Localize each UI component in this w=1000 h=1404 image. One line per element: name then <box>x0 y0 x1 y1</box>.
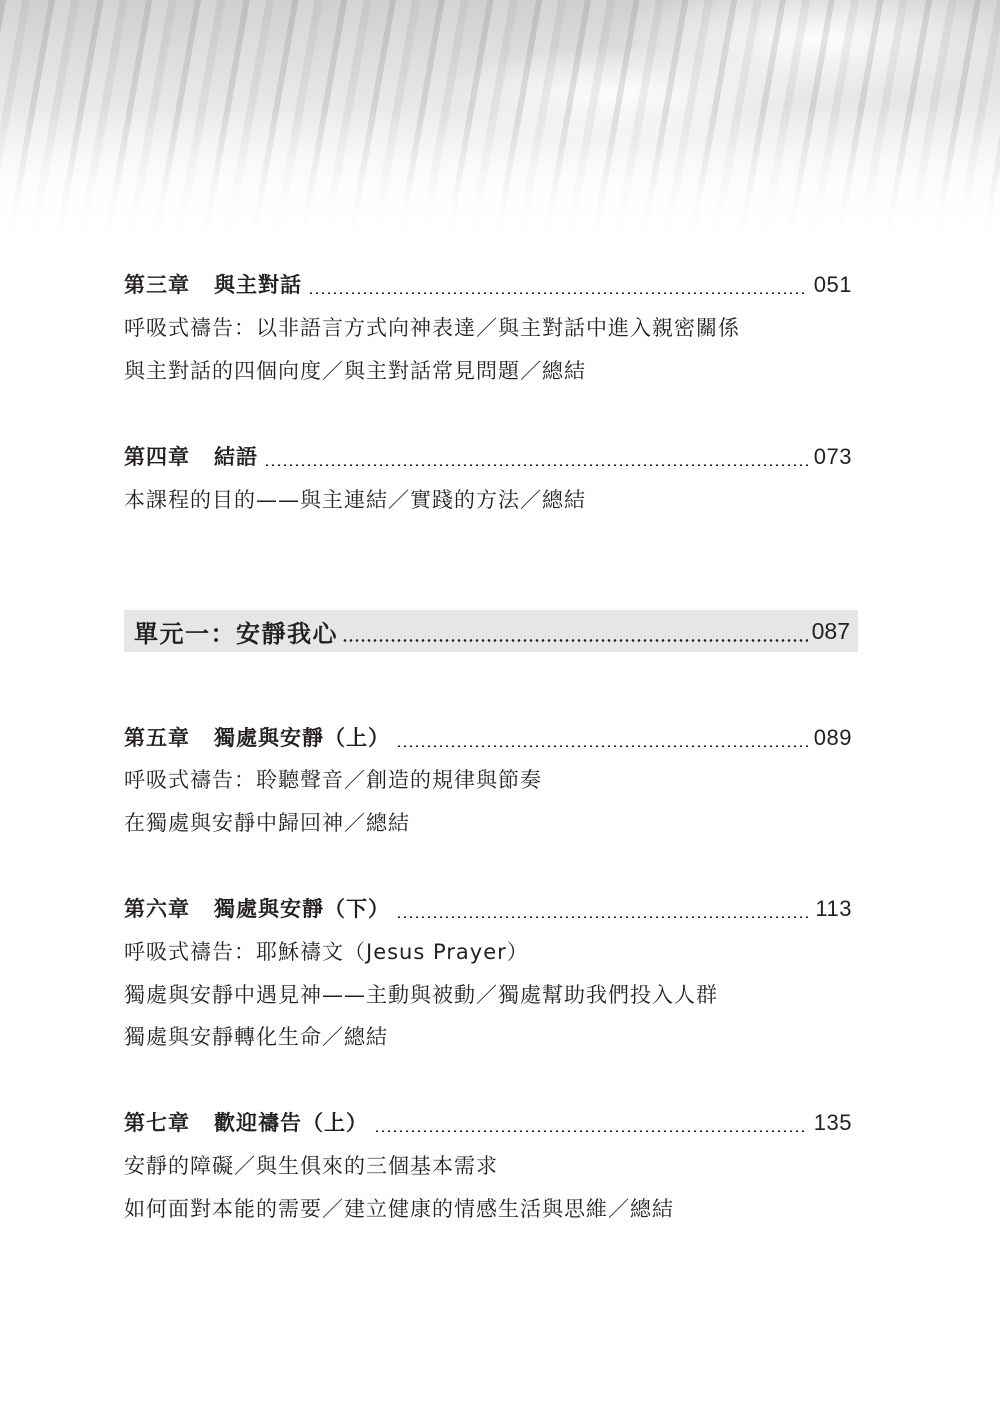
toc-entry-chapter-5[interactable] <box>124 718 852 758</box>
chapter-subtopics-line: 在獨處與安靜中歸回神／總結 <box>124 811 410 835</box>
dot-leader <box>396 745 808 747</box>
chapter-number: 第六章 <box>124 897 190 921</box>
chapter-number: 第七章 <box>124 1111 190 1135</box>
chapter-subtopics-line: 呼吸式禱告：耶穌禱文（Jesus Prayer） <box>124 940 529 964</box>
chapter-subtopics-line: 呼吸式禱告：聆聽聲音／創造的規律與節奏 <box>124 768 542 792</box>
header-banner-image <box>0 0 1000 240</box>
unit-title: 單元一：安靜我心 <box>134 619 338 648</box>
chapter-title: 與主對話 <box>214 273 302 297</box>
chapter-subtopics-line: 呼吸式禱告：以非語言方式向神表達／與主對話中進入親密關係 <box>124 316 740 340</box>
page-number: 135 <box>813 1110 852 1135</box>
page-number: 089 <box>813 725 852 750</box>
dot-leader <box>342 639 808 642</box>
chapter-subtopics-line: 如何面對本能的需要／建立健康的情感生活與思維／總結 <box>124 1197 674 1221</box>
chapter-title: 結語 <box>214 445 258 469</box>
chapter-number: 第三章 <box>124 273 190 297</box>
toc-entry-unit-1[interactable] <box>124 610 858 652</box>
dot-leader <box>396 916 809 918</box>
chapter-number: 第五章 <box>124 726 190 750</box>
chapter-title: 獨處與安靜（下） <box>214 897 390 921</box>
chapter-title: 歡迎禱告（上） <box>214 1111 368 1135</box>
dot-leader <box>308 292 808 294</box>
page-number: 113 <box>815 896 852 921</box>
dot-leader <box>264 464 808 466</box>
chapter-subtopics-line: 獨處與安靜轉化生命／總結 <box>124 1025 388 1049</box>
chapter-title: 獨處與安靜（上） <box>214 726 390 750</box>
chapter-subtopics-line: 獨處與安靜中遇見神——主動與被動／獨處幫助我們投入人群 <box>124 983 718 1007</box>
page-number: 087 <box>811 617 850 644</box>
chapter-subtopics-line: 本課程的目的——與主連結／實踐的方法／總結 <box>124 488 586 512</box>
chapter-subtopics-line: 安靜的障礙／與生俱來的三個基本需求 <box>124 1154 498 1178</box>
toc-entry-chapter-7[interactable] <box>124 1103 852 1143</box>
chapter-number: 第四章 <box>124 445 190 469</box>
dot-leader <box>374 1130 808 1132</box>
toc-entry-chapter-6[interactable] <box>124 889 852 929</box>
chapter-subtopics-line: 與主對話的四個向度／與主對話常見問題／總結 <box>124 359 586 383</box>
toc-entry-chapter-3[interactable] <box>124 265 852 305</box>
page-number: 073 <box>813 444 852 469</box>
toc-entry-chapter-4[interactable] <box>124 437 852 477</box>
page-number: 051 <box>813 272 852 297</box>
